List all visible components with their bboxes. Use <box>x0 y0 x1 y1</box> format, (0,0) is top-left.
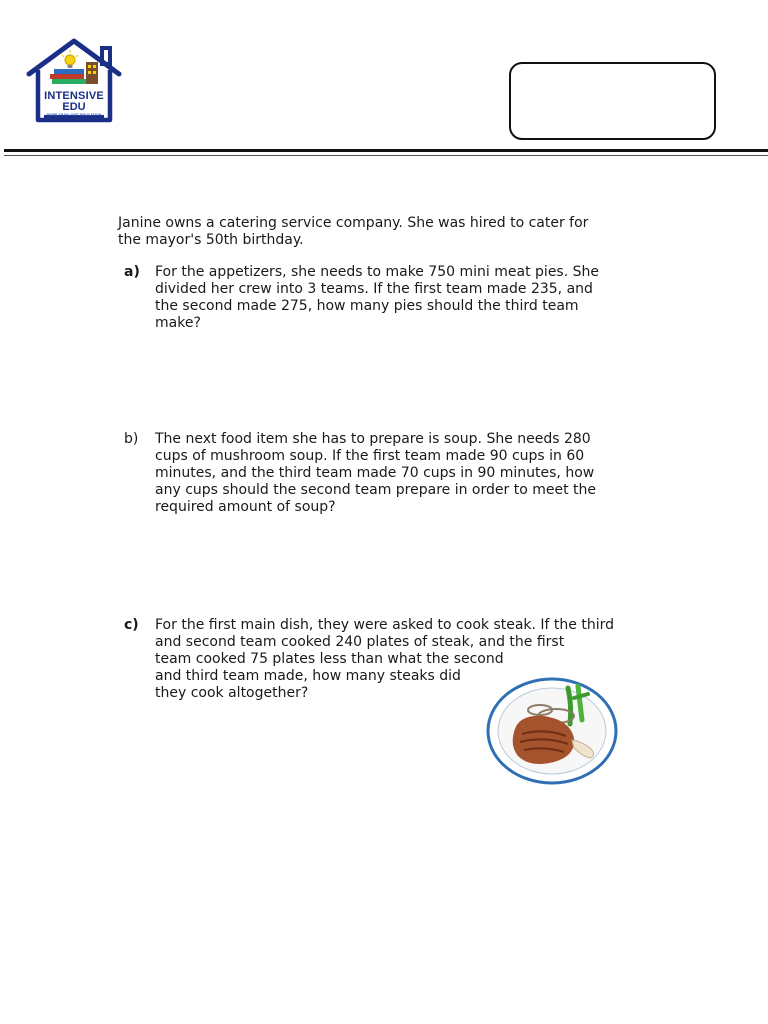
steak-plate-icon <box>484 676 620 786</box>
intro-paragraph <box>118 215 618 249</box>
intro-line: Janine owns a catering service company. She was hired to cater for <box>118 215 589 231</box>
question-a-text <box>155 264 615 332</box>
question-line: minutes, and the third team made 70 cups in 90 minutes, how <box>155 465 595 481</box>
question-line: and second team cooked 240 plates of steak, and the first <box>155 634 565 650</box>
question-line: make? <box>155 315 201 331</box>
logo-brand-line1: INTENSIVE <box>44 90 104 102</box>
question-line: The next food item she has to prepare is soup. She needs 280 <box>155 431 591 447</box>
question-b-text <box>155 431 615 516</box>
logo-tagline: MORE THAN JUST EDUCATION <box>46 113 102 117</box>
question-line: divided her crew into 3 teams. If the first team made 235, and <box>155 281 593 297</box>
question-c-letter: c) <box>124 617 139 633</box>
logo-brand-line2: EDU <box>62 101 86 113</box>
question-line: the second made 275, how many pies should the third team <box>155 298 579 314</box>
question-line: any cups should the second team prepare in order to meet the <box>155 482 596 498</box>
question-a-letter: a) <box>124 264 140 280</box>
question-line: team cooked 75 plates less than what the second <box>155 651 504 667</box>
header-divider-thin <box>4 155 768 156</box>
question-line: required amount of soup? <box>155 499 336 515</box>
question-line: and third team made, how many steaks did <box>155 668 461 684</box>
question-b-letter: b) <box>124 431 139 447</box>
question-line: they cook altogether? <box>155 685 309 701</box>
intro-line: the mayor's 50th birthday. <box>118 232 304 248</box>
question-line: cups of mushroom soup. If the first team made 90 cups in 60 <box>155 448 585 464</box>
name-box[interactable] <box>509 62 716 140</box>
question-line: For the first main dish, they were asked to cook steak. If the third <box>155 617 615 633</box>
header-divider <box>4 149 768 152</box>
question-line: For the appetizers, she needs to make 750 mini meat pies. She <box>155 264 600 280</box>
